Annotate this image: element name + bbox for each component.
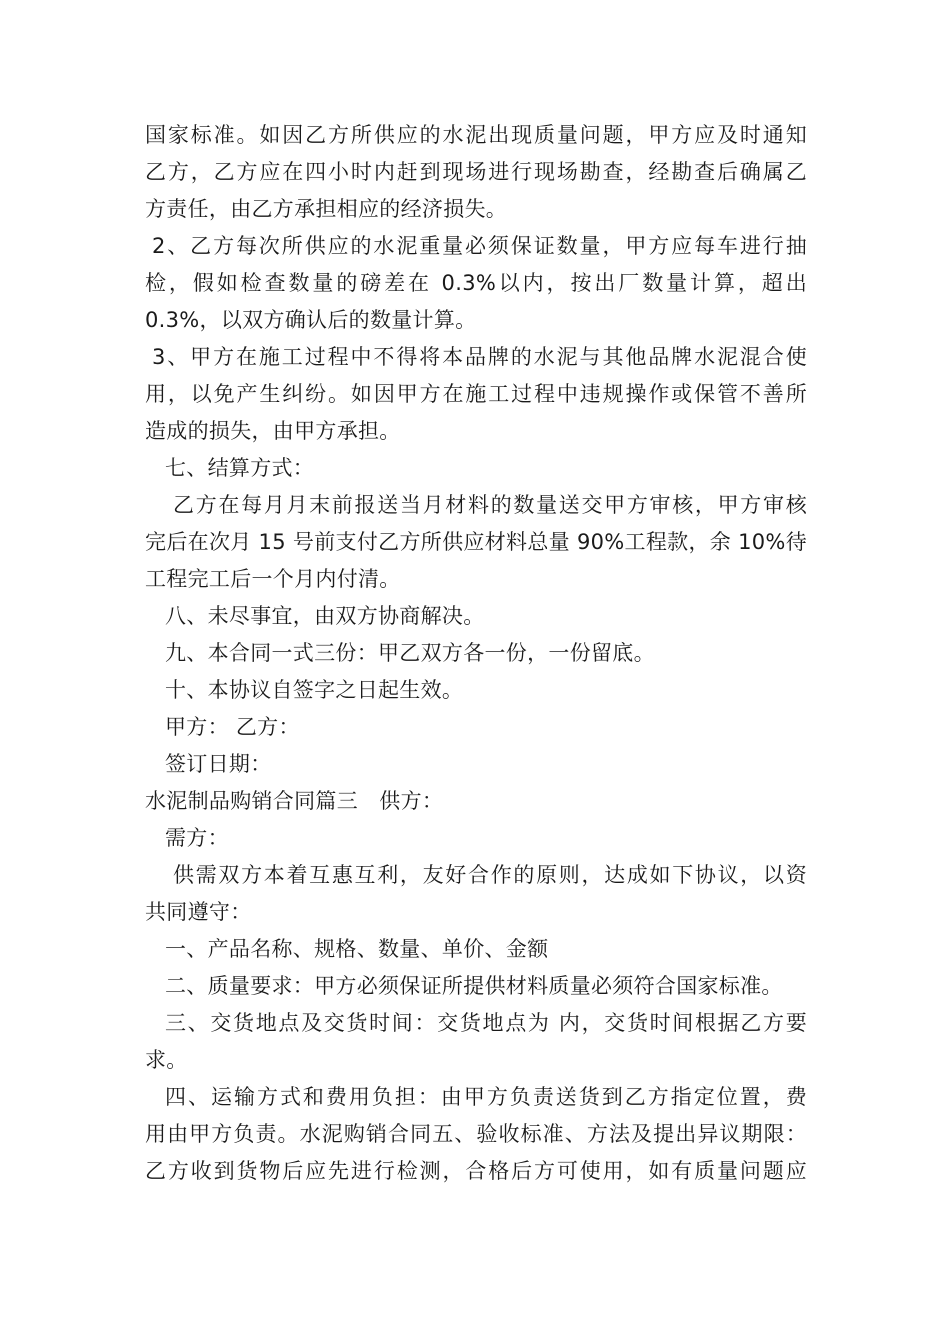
signature-parties: 甲方： 乙方： (165, 715, 300, 739)
paragraph-line: 供需双方本着互惠互利，友好合作的原则，达成如下协议，以资 (173, 863, 807, 887)
contract-title: 水泥制品购销合同篇三 供方： (145, 789, 444, 813)
paragraph-line: 造成的损失，由甲方承担。 (145, 419, 401, 443)
paragraph-line: 3、甲方在施工过程中不得将本品牌的水泥与其他品牌水泥混合使 (152, 345, 807, 369)
paragraph-line: 乙方收到货物后应先进行检测，合格后方可使用，如有质量问题应 (145, 1159, 807, 1183)
paragraph-line: 用由甲方负责。水泥购销合同五、验收标准、方法及提出异议期限： (145, 1122, 807, 1146)
section-heading: 七、结算方式： (165, 456, 315, 480)
paragraph-line: 检，假如检查数量的磅差在 0.3%以内，按出厂数量计算，超出 (145, 271, 807, 295)
paragraph-line: 乙方，乙方应在四小时内赶到现场进行现场勘查，经勘查后确属乙 (145, 160, 807, 184)
paragraph-line: 求。 (145, 1048, 188, 1072)
document-body (145, 117, 807, 1190)
clause-line: 十、本协议自签字之日起生效。 (165, 678, 464, 702)
clause-line: 九、本合同一式三份：甲乙双方各一份，一份留底。 (165, 641, 655, 665)
paragraph-line: 方责任，由乙方承担相应的经济损失。 (145, 197, 508, 221)
paragraph-line: 共同遵守： (145, 900, 252, 924)
paragraph-line: 0.3%，以双方确认后的数量计算。 (145, 308, 477, 332)
paragraph-line: 2、乙方每次所供应的水泥重量必须保证数量，甲方应每车进行抽 (152, 234, 807, 258)
clause-line: 二、质量要求：甲方必须保证所提供材料质量必须符合国家标准。 (165, 974, 783, 998)
buyer-line: 需方： (165, 826, 229, 850)
paragraph-line: 乙方在每月月末前报送当月材料的数量送交甲方审核，甲方审核 (173, 493, 807, 517)
signing-date: 签订日期： (165, 752, 272, 776)
paragraph-line: 完后在次月 15 号前支付乙方所供应材料总量 90%工程款，余 10%待 (145, 530, 807, 554)
clause-line: 一、产品名称、规格、数量、单价、金额 (165, 937, 549, 961)
clause-line: 八、未尽事宜，由双方协商解决。 (165, 604, 485, 628)
paragraph-line: 国家标准。如因乙方所供应的水泥出现质量问题，甲方应及时通知 (145, 123, 807, 147)
paragraph-line: 用，以免产生纠纷。如因甲方在施工过程中违规操作或保管不善所 (145, 382, 807, 406)
paragraph-line: 三、交货地点及交货时间：交货地点为 内，交货时间根据乙方要 (165, 1011, 807, 1035)
paragraph-line: 工程完工后一个月内付清。 (145, 567, 401, 591)
paragraph-line: 四、运输方式和费用负担：由甲方负责送货到乙方指定位置，费 (165, 1085, 807, 1109)
